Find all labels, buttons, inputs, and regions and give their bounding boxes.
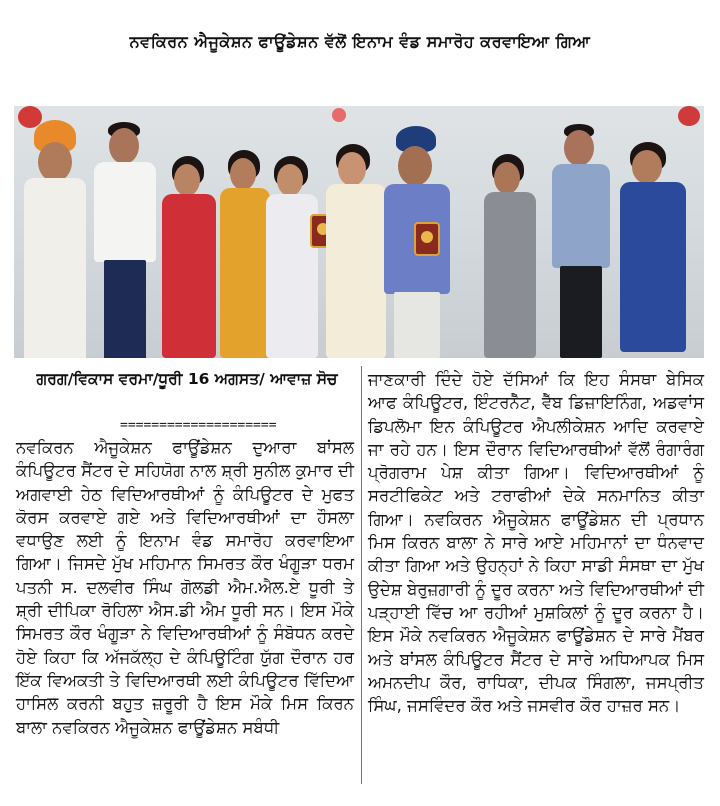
- article-paragraph: ਜਾਣਕਾਰੀ ਦਿੰਦੇ ਹੋਏ ਦੱਸਿਆਂ ਕਿ ਇਹ ਸੰਸਥਾ ਬੇਸਿਕ ਆਫ ਕੰਪਿਊਟਰ, ਇੰਟਰਨੈੱਟ, ਵੈੱਬ ਡਿਜ਼ਾਇਨਿੰਗ, ਅਡਵਾਂਸ ਡਿਪਲੋਮਾ ਇਨ ਕੰਪਿਊਟਰ ਐਪਲੀਕੇਸ਼ਨ ਆਦਿ ਕਰਵਾਏ ਜਾ ਰਹੇ ਹਨ। ਇਸ ਦੌਰਾਨ ਵਿਦਿਆਰਥੀਆਂ ਵੱਲੋਂ ਰੰਗਾਰੰਗ ਪ੍ਰੋਗਰਾਮ ਪੇਸ਼ ਕੀਤਾ ਗਿਆ। ਵਿਦਿਆਰਥੀਆਂ ਨੂੰ ਸਰਟੀਫਿਕੇਟ ਅਤੇ ਟਰਾਫੀਆਂ ਦੇਕੇ ਸਨਮਾਨਿਤ ਕੀਤਾ ਗਿਆ। ਨਵਕਿਰਨ ਐਜੂਕੇਸ਼ਨ ਫਾਊਂਡੇਸ਼ਨ ਦੀ ਪ੍ਰਧਾਨ ਮਿਸ ਕਿਰਨ ਬਾਲਾ ਨੇ ਸਾਰੇ ਆਏ ਮਹਿਮਾਨਾਂ ਦਾ ਧੰਨਵਾਦ ਕੀਤਾ ਗਿਆ ਅਤੇ ਉਹਨ੍ਹਾਂ ਨੇ ਕਿਹਾ ਸਾਡੀ ਸੰਸਥਾ ਦਾ ਮੁੱਖ ਉਦੇਸ਼ ਬੇਰੁਜ਼ਗਾਰੀ ਨੂੰ ਦੂਰ ਕਰਨਾ ਅਤੇ ਵਿਦਿਆਰਥੀਆਂ ਦੀ ਪੜ੍ਹਾਈ ਵਿੱਚ ਆ ਰਹੀਆਂ ਮੁਸ਼ਕਿਲਾਂ ਨੂੰ ਦੂਰ ਕਰਨਾ ਹੈ। ਇਸ ਮੌਕੇ ਨਵਕਿਰਨ ਐਜੂਕੇਸ਼ਨ ਫਾਊਂਡੇਸ਼ਨ ਦੇ ਸਾਰੇ ਮੈਂਬਰ ਅਤੇ ਬਾਂਸਲ ਕੰਪਿਊਟਰ ਸੈਂਟਰ ਦੇ ਸਾਰੇ ਅਧਿਆਪਕ ਮਿਸ ਅਮਨਦੀਪ ਕੌਰ, ਰਾਧਿਕਾ, ਦੀਪਕ ਸਿੰਗਲਾ, ਜਸਪ੍ਰੀਤ ਸਿੰਘ, ਜਸਵਿੰਦਰ ਕੌਰ ਅਤੇ ਜਸਵੀਰ ਕੌਰ ਹਾਜ਼ਰ ਸਨ।: [368, 370, 704, 716]
- article-right-column: [368, 368, 704, 717]
- column-divider: [361, 366, 362, 784]
- article-byline: ਗਰਗ/ਵਿਕਾਸ ਵਰਮਾ/ਧੂਰੀ 16 ਅਗਸਤ/ ਆਵਾਜ਼ ਸੋਚ: [36, 370, 338, 388]
- separator-line: ====================: [120, 418, 277, 433]
- article-headline: ਨਵਕਿਰਨ ਐਜੂਕੇਸ਼ਨ ਫਾਊਂਡੇਸ਼ਨ ਵੱਲੋਂ ਇਨਾਮ ਵੰਡ ਸਮਾਰੋਹ ਕਰਵਾਇਆ ਗਿਆ: [129, 32, 591, 51]
- article-paragraph: ਨਵਕਿਰਨ ਐਜੂਕੇਸ਼ਨ ਫਾਊਂਡੇਸ਼ਨ ਦੁਆਰਾ ਬਾਂਸਲ ਕੰਪਿਊਟਰ ਸੈਂਟਰ ਦੇ ਸਹਿਯੋਗ ਨਾਲ ਸ਼੍ਰੀ ਸੁਨੀਲ ਕੁਮਾਰ ਦੀ ਅਗਵਾਈ ਹੇਠ ਵਿਦਿਆਰਥੀਆਂ ਨੂੰ ਕੰਪਿਊਟਰ ਦੇ ਮੁਫਤ ਕੋਰਸ ਕਰਵਾਏ ਗਏ ਅਤੇ ਵਿਦਿਆਰਥੀਆਂ ਦਾ ਹੌਸਲਾ ਵਧਾਉਣ ਲਈ ਨੂੰ ਇਨਾਮ ਵੰਡ ਸਮਾਰੋਹ ਕਰਵਾਇਆ ਗਿਆ। ਜਿਸਦੇ ਮੁੱਖ ਮਹਿਮਾਨ ਸਿਮਰਤ ਕੌਰ ਖੰਗੂੜਾ ਧਰਮ ਪਤਨੀ ਸ. ਦਲਵੀਰ ਸਿੰਘ ਗੋਲਡੀ ਐਮ.ਐਲ.ਏ ਧੂਰੀ ਤੇ ਸ਼੍ਰੀ ਦੀਪਿਕਾ ਰੋਹਿਲਾ ਐਸ.ਡੀ ਐਮ ਧੂਰੀ ਸਨ। ਇਸ ਮੌਕੇ ਸਿਮਰਤ ਕੌਰ ਖੰਗੂੜਾ ਨੇ ਵਿਦਿਆਰਥੀਆਂ ਨੂੰ ਸੰਬੋਧਨ ਕਰਦੇ ਹੋਏ ਕਿਹਾ ਕਿ ਅੱਜਕੱਲ੍ਹ ਦੇ ਕੰਪਿਊਟਿੰਗ ਯੁੱਗ ਦੌਰਾਨ ਹਰ ਇੱਕ ਵਿਅਕਤੀ ਤੇ ਵਿਦਿਆਰਥੀ ਲਈ ਕੰਪਿਊਟਰ ਵਿੱਦਿਆ ਹਾਸਿਲ ਕਰਨੀ ਬਹੁਤ ਜ਼ਰੂਰੀ ਹੈ ਇਸ ਮੌਕੇ ਮਿਸ ਕਿਰਨ ਬਾਲਾ ਨਵਕਿਰਨ ਐਜੂਕੇਸ਼ਨ ਫਾਊਂਡੇਸ਼ਨ ਸਬੰਧੀ: [16, 438, 354, 737]
- article-left-column: [16, 436, 354, 739]
- event-photo: [14, 106, 704, 358]
